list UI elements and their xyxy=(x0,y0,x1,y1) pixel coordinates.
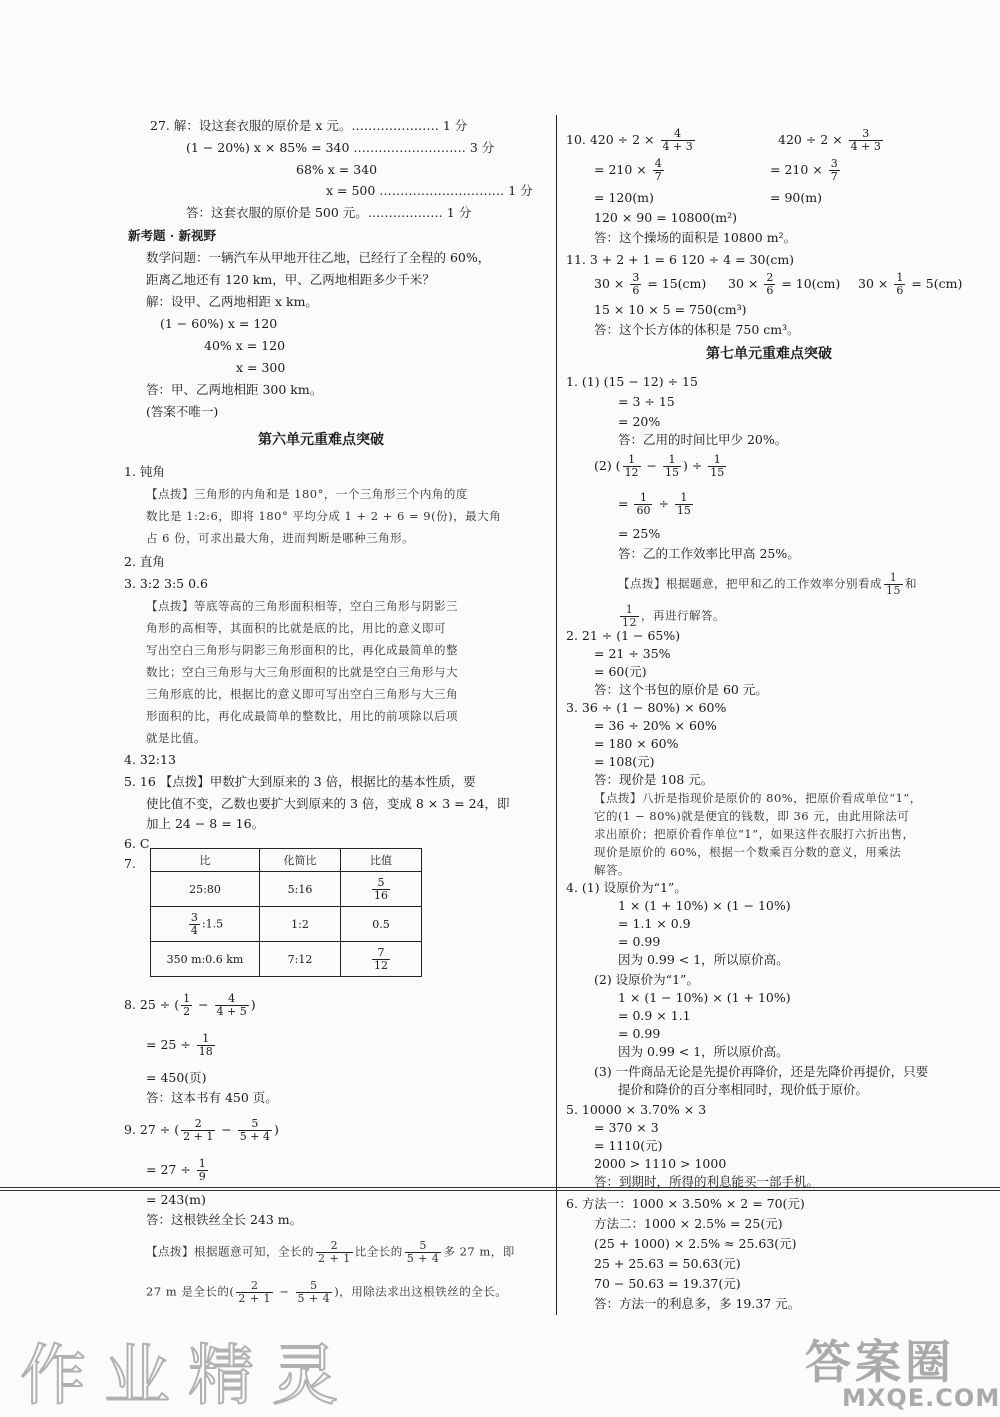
u7-q6-line-3: (25 + 1000) × 2.5% ≈ 25.63(元) xyxy=(594,1236,797,1251)
table-cell: 0.5 xyxy=(341,907,422,942)
q10-line-4: 120 × 90 = 10800(m²) xyxy=(594,210,737,225)
table-row xyxy=(151,872,422,907)
u7-q3-tip-3: 求出原价；把原价看作单位“1”，如果这件衣服打六折出售， xyxy=(594,827,915,841)
fraction: $\frac{3}{6}$ xyxy=(632,271,640,297)
u7-q4-line-2: 1 × (1 + 10%) × (1 − 10%) xyxy=(618,898,791,913)
q10-line-2a: = 210 × $\frac{4}{7}$ xyxy=(594,157,662,183)
u7-q4-line-8: = 0.9 × 1.1 xyxy=(618,1008,691,1023)
u7-q2-line-2: = 21 ÷ 35% xyxy=(594,646,671,661)
u7-q1-tip-2: $\frac{1}{12}$ ，再进行解答。 xyxy=(622,603,725,629)
u6-q3-tip-3: 写出空白三角形与阴影三角形面积的比，再化成最简单的整 xyxy=(146,643,458,657)
fraction: $\frac{1}{15}$ xyxy=(664,453,679,479)
fraction: $\frac{1}{6}$ xyxy=(896,271,904,297)
u7-q4-line-1: 4. (1) 设原价为“1”。 xyxy=(566,880,687,895)
u7-q1-line-2: = 3 ÷ 15 xyxy=(618,394,675,409)
q27-answer: 答：这套衣服的原价是 500 元。……………… 1 分 xyxy=(186,205,472,220)
u7-q4-line-4: = 0.99 xyxy=(618,934,661,949)
fraction: $\frac{1}{18}$ xyxy=(198,1032,213,1058)
u6-q5-line-3: 加上 24 − 8 = 16。 xyxy=(146,816,265,831)
u6-q3-tip-4: 数比；空白三角形与大三角形面积的比就是空白三角形与大 xyxy=(146,665,458,679)
q11-answer: 答：这个长方体的体积是 750 cm³。 xyxy=(594,322,800,337)
u7-q1-tip-1: 【点拨】根据题意，把甲和乙的工作效率分别看成 $\frac{1}{15}$ 和 xyxy=(618,571,917,597)
watermark-logo: 答案圈 xyxy=(805,1335,955,1389)
fraction: $\frac{1}{15}$ xyxy=(886,571,901,597)
q10-line-3b: = 90(m) xyxy=(770,190,822,205)
u6-q9-line-2: = 27 ÷ $\frac{1}{9}$ xyxy=(146,1157,206,1183)
q27-line-3: 68% x = 340 xyxy=(296,162,378,177)
u7-q3-answer: 答：现价是 108 元。 xyxy=(594,772,714,787)
fraction: $\frac{5}{5 + 4}$ xyxy=(406,1239,440,1265)
q11-line-2a: 30 × $\frac{3}{6}$ = 15(cm) xyxy=(594,271,707,297)
table-header-row xyxy=(151,849,422,872)
u7-q3-line-4: = 108(元) xyxy=(594,754,655,769)
fraction: $\frac{1}{2}$ xyxy=(183,992,191,1018)
u7-q5-line-3: = 1110(元) xyxy=(594,1138,663,1153)
u7-q3-tip-2: 它的(1 − 80%)就是便宜的钱数，即 36 元，由此用除法可 xyxy=(594,809,910,823)
u7-q6-line-5: 70 − 50.63 = 19.37(元) xyxy=(594,1276,741,1291)
u6-q9-line-1: 9. 27 ÷ ( $\frac{2}{2 + 1}$ − $\frac{5}{5 + 4}$ ) xyxy=(124,1117,279,1143)
fraction: $\frac{1}{12}$ xyxy=(624,453,639,479)
u7-q3-line-3: = 180 × 60% xyxy=(594,736,679,751)
fraction: $\frac{5}{5 + 4}$ xyxy=(239,1117,270,1143)
q10-answer: 答：这个操场的面积是 10800 m²。 xyxy=(594,230,797,245)
u7-q6-line-1: 6. 方法一：1000 × 3.50% × 2 = 70(元) xyxy=(566,1196,805,1211)
new-topic-line-1: 数学问题：一辆汽车从甲地开往乙地，已经行了全程的 60%， xyxy=(146,250,491,265)
u6-q3-tip-6: 形面积的比，再化成最简单的整数比，用比的前项除以后项 xyxy=(146,709,458,723)
u6-q9-tip-2: 27 m 是全长的( $\frac{2}{2 + 1}$ − $\frac{5}{5 + 4}$ )，用除法求出这根铁丝的全长。 xyxy=(146,1279,508,1305)
page-rule xyxy=(0,1187,1000,1188)
u6-q3-tip-2: 角形的高相等，其面积的比就是底的比，用比的意义即可 xyxy=(146,621,446,635)
u7-q6-line-4: 25 + 25.63 = 50.63(元) xyxy=(594,1256,741,1271)
q10-line-1a: 10. 420 ÷ 2 × $\frac{4}{4 + 3}$ xyxy=(566,127,693,153)
u6-q8-line-2: = 25 ÷ $\frac{1}{18}$ xyxy=(146,1032,213,1058)
unit-6-title: 第六单元重难点突破 xyxy=(258,432,384,448)
fraction: $\frac{1}{9}$ xyxy=(198,1157,206,1183)
new-topic-line-6: x = 300 xyxy=(236,360,286,375)
q11-line-1: 11. 3 + 2 + 1 = 6 120 ÷ 4 = 30(cm) xyxy=(566,252,795,267)
u7-q3-tip-5: 解答。 xyxy=(594,863,630,877)
fraction: $\frac{4}{7}$ xyxy=(654,157,662,183)
table-header-cell: 比值 xyxy=(341,849,422,872)
fraction: $\frac{2}{2 + 1}$ xyxy=(318,1239,351,1265)
u7-q2-answer: 答：这个书包的原价是 60 元。 xyxy=(594,682,768,697)
u6-q8-line-3: = 450(页) xyxy=(146,1070,207,1085)
fraction: $\frac{1}{15}$ xyxy=(676,491,691,517)
u6-q1-tip-1: 【点拨】三角形的内角和是 180°，一个三角形三个内角的度 xyxy=(146,487,468,501)
u7-q5-answer: 答：到期时，所得的利息能买一部手机。 xyxy=(594,1174,820,1189)
u6-q3-tip-7: 就是比值。 xyxy=(146,731,206,745)
fraction: $\frac{2}{6}$ xyxy=(766,271,774,297)
page-rule-2 xyxy=(0,1190,1000,1191)
fraction: $\frac{1}{12}$ xyxy=(622,603,637,629)
fraction: $\frac{4}{4 + 3}$ xyxy=(662,127,693,153)
table-cell xyxy=(341,872,422,907)
u6-q1: 1. 钝角 xyxy=(124,464,165,479)
u7-q1-2-line-3: = 25% xyxy=(618,526,661,541)
q11-line-2b: 30 × $\frac{2}{6}$ = 10(cm) xyxy=(728,271,841,297)
u7-q3-tip-1: 【点拨】八折是指现价是原价的 80%，把原价看成单位“1”， xyxy=(594,791,922,805)
u7-q5-line-4: 2000 > 1110 > 1000 xyxy=(594,1156,727,1171)
q11-line-3: 15 × 10 × 5 = 750(cm³) xyxy=(594,302,747,317)
watermark-left: 作业精灵 xyxy=(20,1337,356,1414)
u7-q4-line-6: (2) 设原价为“1”。 xyxy=(594,972,699,987)
q11-line-2c: 30 × $\frac{1}{6}$ = 5(cm) xyxy=(858,271,963,297)
table-cell: 1:2 xyxy=(260,907,341,942)
u7-q1-answer-2: 答：乙的工作效率比甲高 25%。 xyxy=(618,546,800,561)
u7-q5-line-2: = 370 × 3 xyxy=(594,1120,659,1135)
u7-q1-line-3: = 20% xyxy=(618,414,661,429)
table-cell: 5:16 xyxy=(260,872,341,907)
u7-q1-line-1: 1. (1) (15 − 12) ÷ 15 xyxy=(566,374,698,389)
fraction: $\frac{5}{16}$ xyxy=(374,875,388,902)
q27-line-4: x = 500 ………………………… 1 分 xyxy=(326,183,533,198)
table-cell: 25:80 xyxy=(151,872,260,907)
u7-q3-tip-4: 现价是原价的 60%，根据一个数乘百分数的意义，用乘法 xyxy=(594,845,902,859)
u7-q4-line-3: = 1.1 × 0.9 xyxy=(618,916,691,931)
table-cell xyxy=(341,942,422,977)
u7-q6-answer: 答：方法一的利息多，多 19.37 元。 xyxy=(594,1296,801,1311)
q27-line-2: (1 − 20%) x × 85% = 340 ……………………… 3 分 xyxy=(186,140,495,155)
q10-line-1b: 420 ÷ 2 × $\frac{3}{4 + 3}$ xyxy=(778,127,881,153)
column-divider xyxy=(556,115,557,1315)
u7-q1-2-line-1: (2) ( $\frac{1}{12}$ − $\frac{1}{15}$ ) ÷ $\frac{1}{15}$ xyxy=(594,453,725,479)
u7-q1-answer-1: 答：乙用的时间比甲少 20%。 xyxy=(618,432,788,447)
q10-line-2b: = 210 × $\frac{3}{7}$ xyxy=(770,157,838,183)
table-row xyxy=(151,942,422,977)
new-topic-heading: 新考题 · 新视野 xyxy=(128,228,217,243)
u6-q2: 2. 直角 xyxy=(124,554,165,569)
watermark-url: MXQE.COM xyxy=(842,1384,1000,1412)
u6-q8-answer: 答：这本书有 450 页。 xyxy=(146,1090,278,1105)
table-cell: 7:12 xyxy=(260,942,341,977)
new-topic-line-3: 解：设甲、乙两地相距 x km。 xyxy=(146,294,318,309)
u6-q5-line-2: 使比值不变，乙数也要扩大到原来的 3 倍，变成 8 × 3 = 24，即 xyxy=(146,796,510,811)
fraction: $\frac{2}{2 + 1}$ xyxy=(183,1117,214,1143)
fraction: $\frac{4}{4 + 5}$ xyxy=(216,992,247,1018)
fraction: $\frac{3}{4 + 3}$ xyxy=(850,127,881,153)
new-topic-note: (答案不唯一) xyxy=(146,404,219,419)
u7-q2-line-3: = 60(元) xyxy=(594,664,647,679)
u6-q1-tip-3: 占 6 份，可求出最大角，进而判断是哪种三角形。 xyxy=(146,531,415,545)
u6-q3: 3. 3:2 3:5 0.6 xyxy=(124,576,208,591)
u6-q6: 6. C xyxy=(124,836,150,851)
u7-q4-line-11: (3) 一件商品无论是先提价再降价，还是先降价再提价，只要 xyxy=(594,1064,929,1079)
table-header-cell: 比 xyxy=(151,849,260,872)
table-row xyxy=(151,907,422,942)
fraction: $\frac{1}{60}$ xyxy=(636,491,651,517)
fraction: $\frac{3}{7}$ xyxy=(830,157,838,183)
u6-q3-tip-1: 【点拨】等底等高的三角形面积相等，空白三角形与阴影三 xyxy=(146,599,458,613)
u7-q2-line-1: 2. 21 ÷ (1 − 65%) xyxy=(566,628,681,643)
new-topic-answer: 答：甲、乙两地相距 300 km。 xyxy=(146,382,323,397)
u6-q3-tip-5: 三角形底的比，根据比的意义即可写出空白三角形与大三角 xyxy=(146,687,458,701)
unit-7-title: 第七单元重难点突破 xyxy=(706,346,832,362)
ratio-table xyxy=(150,848,422,977)
u6-q9-answer: 答：这根铁丝全长 243 m。 xyxy=(146,1212,303,1227)
u6-q7: 7. xyxy=(124,856,136,871)
new-topic-line-4: (1 − 60%) x = 120 xyxy=(160,316,278,331)
q27-line-1: 27. 解：设这套衣服的原价是 x 元。………………… 1 分 xyxy=(150,118,468,133)
fraction: $\frac{7}{12}$ xyxy=(374,945,388,972)
fraction: $\frac{1}{15}$ xyxy=(710,453,725,479)
u6-q5-line-1: 5. 16 【点拨】甲数扩大到原来的 3 倍，根据比的基本性质，要 xyxy=(124,774,476,789)
u7-q3-line-1: 3. 36 ÷ (1 − 80%) × 60% xyxy=(566,700,727,715)
new-topic-line-5: 40% x = 120 xyxy=(204,338,286,353)
table-cell: 350 m:0.6 km xyxy=(151,942,260,977)
table-cell: $\frac{3}{4}$ :1.5 xyxy=(151,907,260,942)
u7-q4-line-10: 因为 0.99 < 1，所以原价高。 xyxy=(618,1044,789,1059)
u6-q9-tip-1: 【点拨】根据题意可知，全长的 $\frac{2}{2 + 1}$ 比全长的 $\frac{5}{5 + 4}$ 多 27 m，即 xyxy=(146,1239,515,1265)
u7-q1-2-line-2: = $\frac{1}{60}$ ÷ $\frac{1}{15}$ xyxy=(618,491,691,517)
q10-line-3a: = 120(m) xyxy=(594,190,654,205)
u7-q4-line-12: 提价和降价的百分率相同时，现价低于原价。 xyxy=(618,1082,869,1097)
fraction: $\frac{2}{2 + 1}$ xyxy=(238,1279,272,1305)
table-header-cell: 化简比 xyxy=(260,849,341,872)
u7-q6-line-2: 方法二：1000 × 2.5% = 25(元) xyxy=(594,1216,783,1231)
u6-q9-line-3: = 243(m) xyxy=(146,1192,206,1207)
u7-q4-line-9: = 0.99 xyxy=(618,1026,661,1041)
fraction: $\frac{5}{5 + 4}$ xyxy=(297,1279,331,1305)
u7-q3-line-2: = 36 ÷ 20% × 60% xyxy=(594,718,717,733)
u6-q4: 4. 32:13 xyxy=(124,752,176,767)
u7-q4-line-7: 1 × (1 − 10%) × (1 + 10%) xyxy=(618,990,791,1005)
fraction: $\frac{3}{4}$ xyxy=(190,910,198,937)
u7-q5-line-1: 5. 10000 × 3.70% × 3 xyxy=(566,1102,707,1117)
u6-q1-tip-2: 数比是 1:2:6，即将 180° 平均分成 1 + 2 + 6 = 9(份)，最大角 xyxy=(146,509,502,523)
u6-q8-line-1: 8. 25 ÷ ( $\frac{1}{2}$ − $\frac{4}{4 + 5}$ ) xyxy=(124,992,256,1018)
new-topic-line-2: 距离乙地还有 120 km，甲、乙两地相距多少千米？ xyxy=(146,272,435,287)
u7-q4-line-5: 因为 0.99 < 1，所以原价高。 xyxy=(618,952,789,967)
